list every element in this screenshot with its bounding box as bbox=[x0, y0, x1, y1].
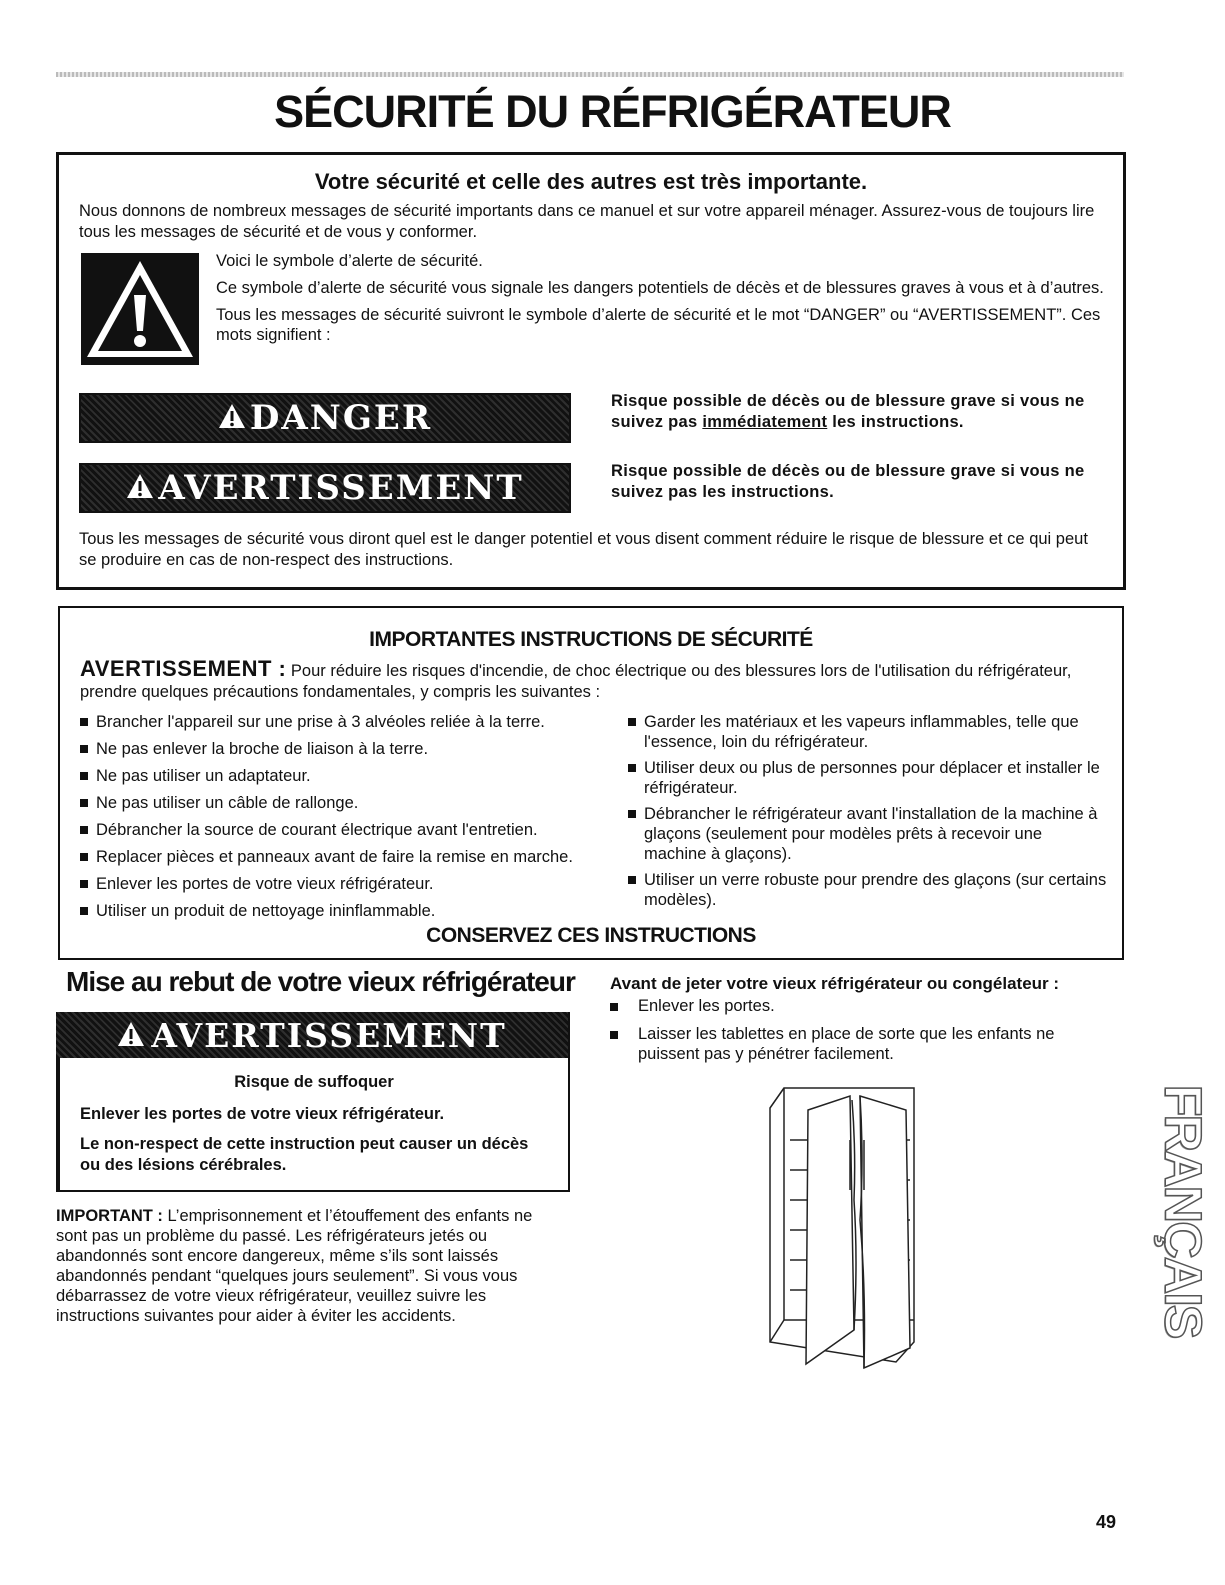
list-item: Débrancher le réfrigérateur avant l'installation de la machine à glaçons (seulement pour modèles prêts à recevoir une machine à glaçons). bbox=[628, 804, 1108, 864]
warning-triangle-icon bbox=[117, 1016, 145, 1055]
instructions-list-right bbox=[628, 712, 1108, 916]
instructions-warning bbox=[80, 658, 1110, 703]
warning-label: AVERTISSEMENT bbox=[158, 468, 524, 508]
page-title: SÉCURITÉ DU RÉFRIGÉRATEUR bbox=[274, 86, 951, 137]
alert-line: Tous les messages de sécurité suivront le symbole d’alerte de sécurité et le mot “DANGER” ou “AVERTISSEMENT”. Ces mots signifient : bbox=[216, 306, 1101, 344]
danger-banner bbox=[79, 393, 571, 443]
important-label: IMPORTANT : bbox=[56, 1207, 163, 1225]
action-text: Enlever les portes de votre vieux réfrigérateur. bbox=[80, 1105, 445, 1123]
safety-outro-text: Tous les messages de sécurité vous diront quel est le danger potentiel et vous disent comment réduire le risque de blessure et ce qui peut se produire en cas de non-respect des instructions. bbox=[79, 530, 1088, 569]
before-disposal-title: Avant de jeter votre vieux réfrigérateur ou congélateur : bbox=[610, 974, 1060, 993]
list-item: Laisser les tablettes en place de sorte que les enfants ne puissent pas y pénétrer facilement. bbox=[610, 1024, 1110, 1064]
alert-explanation bbox=[216, 251, 1106, 352]
safety-alert-icon bbox=[81, 253, 199, 365]
list-item: Utiliser un produit de nettoyage ininflammable. bbox=[80, 901, 640, 921]
list-item: Replacer pièces et panneaux avant de faire la remise en marche. bbox=[80, 847, 640, 867]
disposal-title: Mise au rebut de votre vieux réfrigérateur bbox=[66, 966, 575, 997]
list-item: Enlever les portes. bbox=[610, 996, 1110, 1016]
safety-heading: Votre sécurité et celle des autres est très importante. bbox=[314, 169, 868, 194]
warning-banner bbox=[79, 463, 571, 513]
suffocation-warning-box bbox=[56, 1012, 570, 1192]
important-text: L’emprisonnement et l’étouffement des enfants ne sont pas un problème du passé. Les réfrigérateurs jetés ou abandonnés sont encore dangereux, même s’ils sont laissés abandonnés pendant “quelques jours seulement”. Si vous vous débarrassez de votre vieux réfrigérateur, veuillez suivre les instructions suivantes pour aider à éviter les accidents. bbox=[56, 1207, 533, 1325]
warning-description: Risque possible de décès ou de blessure grave si vous ne suivez pas les instructions. bbox=[611, 462, 1085, 501]
save-instructions-footer: CONSERVEZ CES INSTRUCTIONS bbox=[426, 924, 756, 947]
alert-line: Ce symbole d’alerte de sécurité vous signale les dangers potentiels de décès et de blessures graves à vous et à d’autres. bbox=[216, 279, 1104, 297]
warning-triangle-icon bbox=[126, 468, 154, 508]
emphasis-word: immédiatement bbox=[702, 413, 828, 431]
hazard-text: Risque de suffoquer bbox=[234, 1073, 394, 1091]
warning-label: AVERTISSEMENT : bbox=[80, 656, 287, 681]
danger-description: Risque possible de décès ou de blessure grave si vous ne suivez pas immédiatement les instructions. bbox=[611, 392, 1085, 431]
safety-intro-text: Nous donnons de nombreux messages de sécurité importants dans ce manuel et sur votre appareil ménager. Assurez-vous de toujours lire tous les messages de sécurité et de vous y conformer. bbox=[79, 202, 1095, 241]
warning-text: Pour réduire les risques d'incendie, de choc électrique ou des blessures lors de l'utilisation du réfrigérateur, prendre quelques précautions fondamentales, y compris les suivantes : bbox=[80, 662, 1072, 701]
warning-label: AVERTISSEMENT bbox=[151, 1015, 507, 1055]
top-rule bbox=[56, 72, 1124, 77]
warning-triangle-icon bbox=[218, 398, 246, 438]
list-item: Garder les matériaux et les vapeurs inflammables, telle que l'essence, loin du réfrigérateur. bbox=[628, 712, 1108, 752]
list-item: Débrancher la source de courant électrique avant l'entretien. bbox=[80, 820, 640, 840]
page-number: 49 bbox=[1096, 1512, 1117, 1532]
list-item: Ne pas enlever la broche de liaison à la terre. bbox=[80, 739, 640, 759]
important-paragraph bbox=[56, 1206, 566, 1326]
list-item: Utiliser un verre robuste pour prendre des glaçons (sur certains modèles). bbox=[628, 870, 1108, 910]
language-tab bbox=[1152, 1080, 1212, 1342]
list-item: Ne pas utiliser un adaptateur. bbox=[80, 766, 640, 786]
language-label: FRANÇAIS bbox=[1153, 1084, 1212, 1338]
instructions-heading: IMPORTANTES INSTRUCTIONS DE SÉCURITÉ bbox=[369, 628, 813, 651]
important-instructions-box bbox=[58, 606, 1124, 960]
list-item: Brancher l'appareil sur une prise à 3 alvéoles reliée à la terre. bbox=[80, 712, 640, 732]
before-disposal-list bbox=[610, 996, 1110, 1072]
alert-line: Voici le symbole d’alerte de sécurité. bbox=[216, 252, 483, 270]
safety-intro-box bbox=[56, 152, 1126, 590]
list-item: Enlever les portes de votre vieux réfrigérateur. bbox=[80, 874, 640, 894]
instructions-list-left bbox=[80, 712, 640, 928]
warning-banner bbox=[56, 1012, 568, 1058]
danger-label: DANGER bbox=[249, 398, 433, 438]
refrigerator-illustration bbox=[760, 1080, 920, 1372]
list-item: Ne pas utiliser un câble de rallonge. bbox=[80, 793, 640, 813]
list-item: Utiliser deux ou plus de personnes pour déplacer et installer le réfrigérateur. bbox=[628, 758, 1108, 798]
consequence-text: Le non-respect de cette instruction peut causer un décès ou des lésions cérébrales. bbox=[80, 1135, 529, 1174]
